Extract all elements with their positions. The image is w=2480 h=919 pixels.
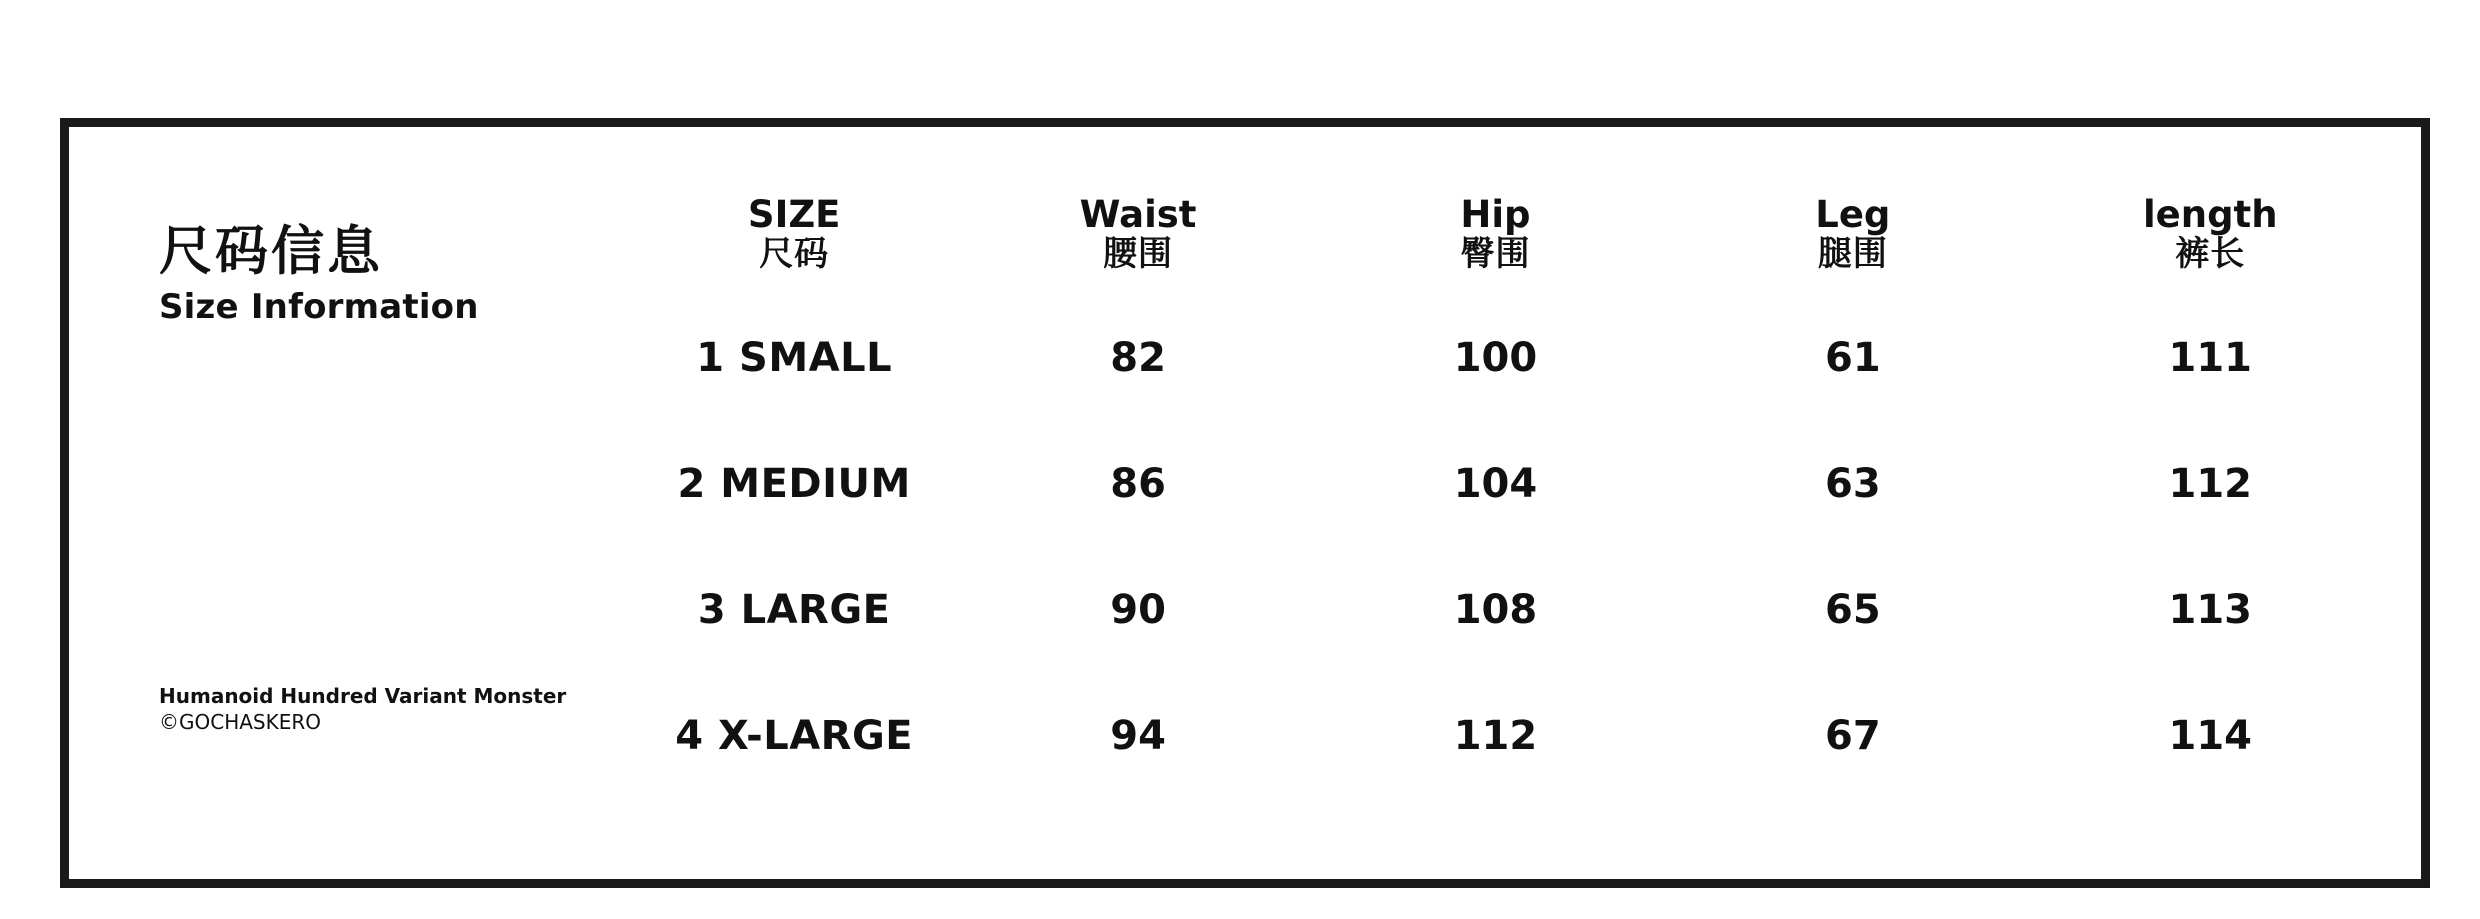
column-header-size — [629, 175, 959, 295]
column-header-waist-en: Waist — [1079, 193, 1197, 237]
table-row — [629, 673, 2389, 799]
page-title-en: Size Information — [159, 287, 479, 328]
table-row — [629, 547, 2389, 673]
row-length-value: 111 — [2168, 335, 2253, 381]
column-header-size-cn: 尺码 — [759, 233, 830, 274]
row-leg-value: 67 — [1825, 713, 1881, 759]
credit-product-name: Humanoid Hundred Variant Monster — [159, 684, 567, 708]
column-header-waist — [959, 175, 1316, 295]
size-table-body — [629, 295, 2389, 799]
row-waist-value: 82 — [1110, 335, 1166, 381]
column-header-length-en: length — [2142, 193, 2278, 237]
credit-copyright: ©GOCHASKERO — [159, 710, 322, 734]
row-leg-value: 65 — [1825, 587, 1881, 633]
row-hip-value: 112 — [1453, 713, 1538, 759]
column-header-leg-en: Leg — [1815, 193, 1891, 237]
column-header-leg — [1674, 175, 2031, 295]
row-hip-value: 104 — [1453, 461, 1538, 507]
page-title-cn: 尺码信息 — [159, 221, 383, 282]
row-size-label: 3 LARGE — [697, 587, 891, 633]
row-length-value: 114 — [2168, 713, 2253, 759]
credit-block — [159, 683, 679, 735]
column-header-waist-cn: 腰围 — [1103, 233, 1174, 274]
row-length-value: 112 — [2168, 461, 2253, 507]
size-chart-inner — [69, 127, 2421, 879]
size-information-title — [159, 222, 639, 328]
column-header-length — [2032, 175, 2389, 295]
table-row — [629, 295, 2389, 421]
row-size-label: 2 MEDIUM — [677, 461, 911, 507]
row-size-label: 1 SMALL — [696, 335, 893, 381]
row-waist-value: 94 — [1110, 713, 1166, 759]
row-hip-value: 100 — [1453, 335, 1538, 381]
row-leg-value: 63 — [1825, 461, 1881, 507]
row-length-value: 113 — [2168, 587, 2253, 633]
row-size-label: 4 X-LARGE — [675, 713, 914, 759]
row-hip-value: 108 — [1453, 587, 1538, 633]
size-chart-box — [60, 118, 2430, 888]
column-header-hip-cn: 臀围 — [1460, 233, 1531, 274]
column-header-hip — [1317, 175, 1674, 295]
column-header-length-cn: 裤长 — [2175, 233, 2246, 274]
size-table-head — [629, 175, 2389, 295]
row-waist-value: 90 — [1110, 587, 1166, 633]
size-table — [629, 175, 2389, 799]
column-header-hip-en: Hip — [1460, 193, 1531, 237]
table-header-row — [629, 175, 2389, 295]
table-row — [629, 421, 2389, 547]
column-header-leg-cn: 腿围 — [1817, 233, 1888, 274]
row-waist-value: 86 — [1110, 461, 1166, 507]
column-header-size-en: SIZE — [747, 193, 841, 237]
row-leg-value: 61 — [1825, 335, 1881, 381]
